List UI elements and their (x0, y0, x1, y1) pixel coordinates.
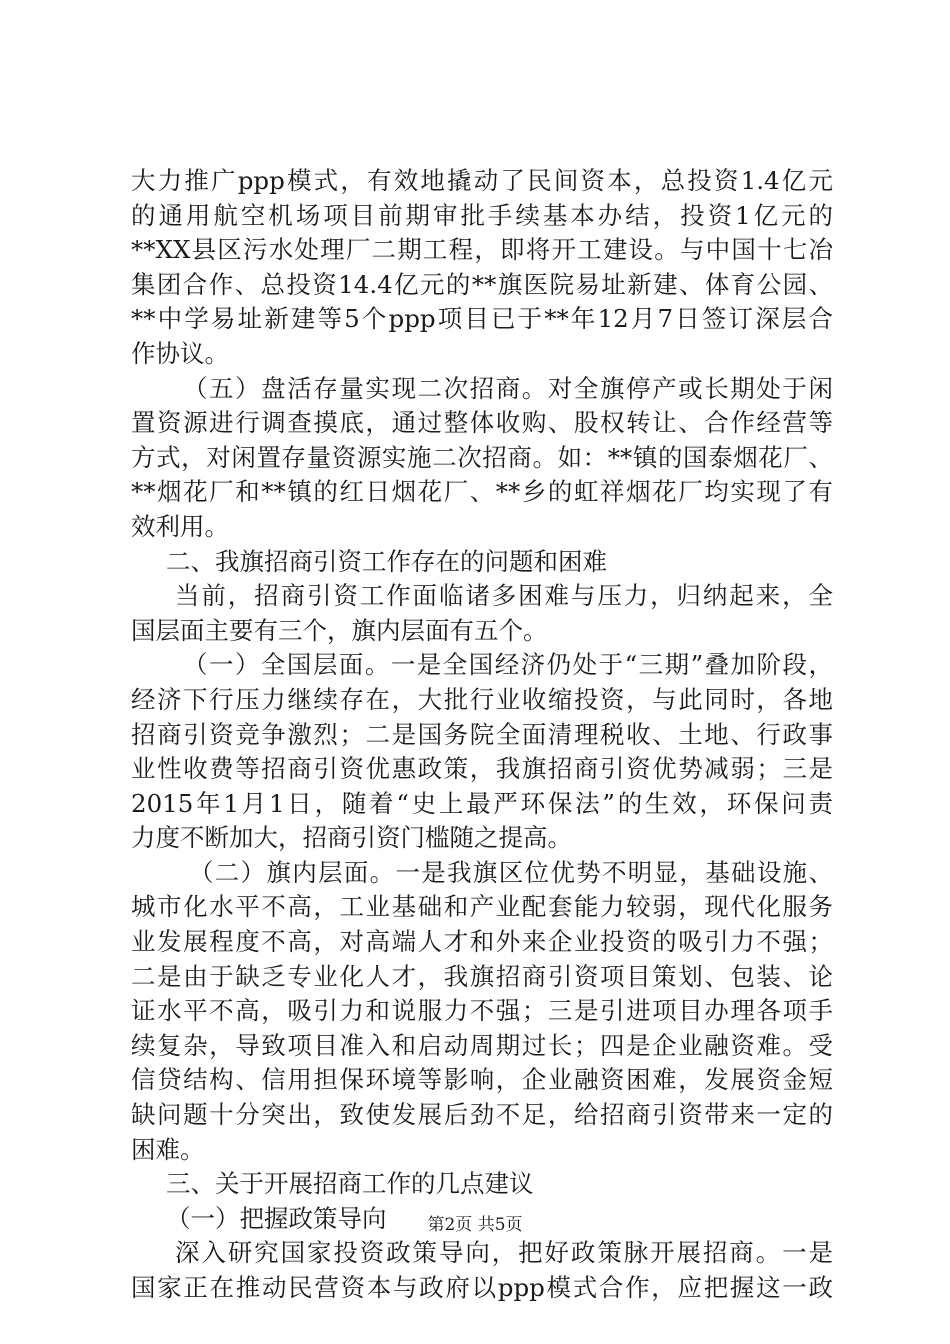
text-line: 信贷结构、信用担保环境等影响，企业融资困难，发展资金短 (131, 1065, 833, 1095)
text-line: 缺问题十分突出，致使发展后劲不足，给招商引资带来一定的 (131, 1100, 833, 1130)
text-line: 困难。 (131, 1134, 205, 1164)
text-line: 深入研究国家投资政策导向，把好政策脉开展招商。一是 (175, 1238, 833, 1268)
text-line: 业性收费等招商引资优惠政策，我旗招商引资优势减弱；三是 (131, 754, 833, 784)
text-line: 经济下行压力继续存在，大批行业收缩投资，与此同时，各地 (131, 684, 833, 714)
text-line: 当前，招商引资工作面临诸多困难与压力，归纳起来，全 (175, 581, 833, 611)
text-line: 的通用航空机场项目前期审批手续基本办结，投资1亿元的 (131, 200, 833, 230)
text-line: **烟花厂和**镇的红日烟花厂、**乡的虹祥烟花厂均实现了有 (131, 477, 833, 507)
text-line: （二）旗内层面。一是我旗区位优势不明显，基础设施、 (189, 857, 833, 887)
text-line: 续复杂，导致项目准入和启动周期过长；四是企业融资难。受 (131, 1030, 833, 1060)
section-heading: 二、我旗招商引资工作存在的问题和困难 (166, 546, 607, 576)
text-line: 力度不断加大，招商引资门槛随之提高。 (131, 823, 572, 853)
section-heading: 三、关于开展招商工作的几点建议 (166, 1169, 534, 1199)
text-line: 证水平不高，吸引力和说服力不强；三是引进项目办理各项手 (131, 996, 833, 1026)
text-line: 国家正在推动民营资本与政府以ppp模式合作，应把握这一政 (131, 1273, 833, 1302)
text-line: 业发展程度不高，对高端人才和外来企业投资的吸引力不强； (131, 927, 833, 957)
text-line: 招商引资竞争激烈；二是国务院全面清理税收、土地、行政事 (131, 719, 833, 749)
text-line: 大力推广ppp模式，有效地撬动了民间资本，总投资1.4亿元 (131, 166, 833, 195)
text-line: **中学易址新建等5个ppp项目已于**年12月7日签订深层合 (131, 304, 833, 334)
text-line: 置资源进行调查摸底，通过整体收购、股权转让、合作经营等 (131, 408, 833, 438)
text-line: 2015年1月1日，随着“史上最严环保法”的生效，环保问责 (131, 788, 833, 818)
text-line: 方式，对闲置存量资源实施二次招商。如：**镇的国泰烟花厂、 (131, 442, 833, 472)
text-line: **XX县区污水处理厂二期工程，即将开工建设。与中国十七冶 (131, 235, 833, 265)
text-line: 二是由于缺乏专业化人才，我旗招商引资项目策划、包装、论 (131, 961, 833, 991)
text-line: 集团合作、总投资14.4亿元的**旗医院易址新建、体育公园、 (131, 269, 833, 299)
page-number-footer: 第2页 共5页 (427, 1215, 523, 1235)
text-line: （一）全国层面。一是全国经济仍处于“三期”叠加阶段， (183, 650, 833, 680)
text-line: 城市化水平不高，工业基础和产业配套能力较弱，现代化服务 (131, 892, 833, 922)
text-line: （五）盘活存量实现二次招商。对全旗停产或长期处于闲 (183, 373, 833, 403)
subsection-heading: （一）把握政策导向 (166, 1203, 387, 1233)
text-line: 国层面主要有三个，旗内层面有五个。 (131, 615, 548, 645)
text-line: 效利用。 (131, 511, 229, 541)
document-body (131, 164, 833, 1306)
text-line: 作协议。 (131, 338, 229, 368)
